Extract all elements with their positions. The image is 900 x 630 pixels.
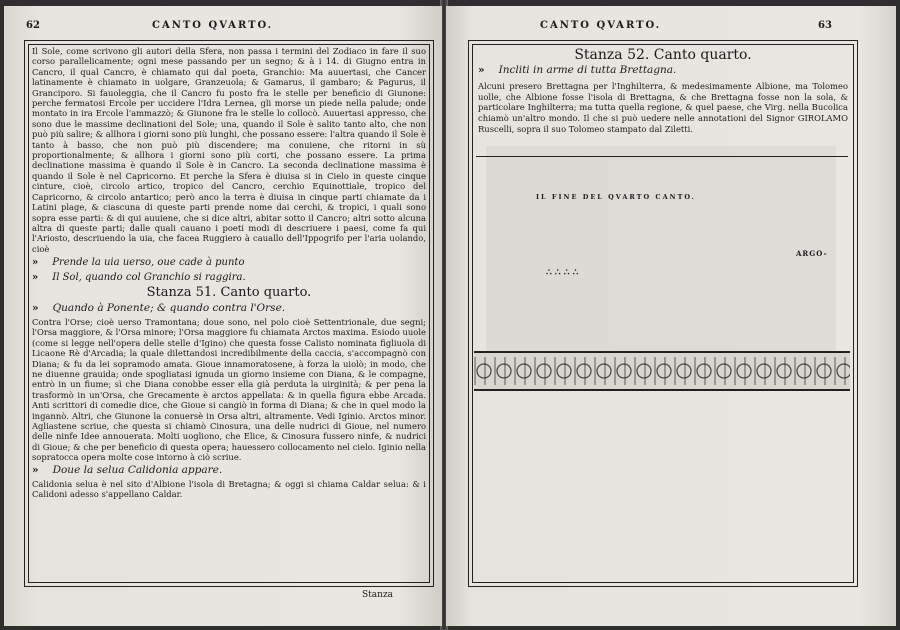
verse-line: Prende la uia uerso, oue cade à punto (52, 257, 245, 269)
quote-mark: » (32, 257, 39, 269)
running-head-left: CANTO QVARTO. (152, 20, 274, 31)
verse-line: Doue la selua Calidonia appare. (52, 463, 223, 476)
running-head-right: CANTO QVARTO. (540, 20, 662, 31)
end-of-canto: IL FINE DEL QVARTO CANTO. (536, 193, 696, 201)
right-page (446, 6, 896, 626)
commentary-paragraph: Il Sole, come scrivono gli autori della Sfera, non passa i termini del Zodiaco in fare il suo corso parallelicamente; ogni mese passando per un segno; & à i 14. di Giugno entra in Cancro, il qual Cancro, è chiamato qui dal poeta, Granchio: Ma auuertasi, che Cancer latinamente è chiamato in uolgare, Granzeuola; & Gamarus, il gambaro; & Pagurus, il Granciporo. Si fauoleggia, che il Cancro fu posto fra le stelle per beneficio di Giunone: perche fermatosi Ercole per uccidere l'Idra Lernea, gli morse un piede nella palude; onde montato in ira Ercole l'ammazzò; & Giunone fra le stelle lo collocò. Auuertasi appresso, che sono due le massime declinationi del Sole; una, quando il Sole è salito tanto alto, che non può più salire; & allhora i giorni sono più lunghi, che possano essere: l'altra quando il Sole è tanto à basso, che non può più discendere; ma conuiene, che ritorni in sù proportionalmente; & allhora i giorni sono più corti, che possano essere. La prima declinatione massima è quando il Sole è in Cancro. La seconda declinatione massima è quando il Sole è nel Capricorno. Et perche la Sfera è diuisa si in Cielo in queste cinque cinture, cioè, circolo artico, tropico del Cancro, cerchio Equinottiale, tropico del Capricorno, & circolo antartico; però anco la terra è diuisa in cinque parti chiamate da i Latini plage, & ciascuna di queste parti prende nome dai cerchi, & tropici, i quali sono sopra esse parti: & di qui auuiene, che si dice altri, abitar sotto il Cancro; altri sotto alcuna altra di queste parti; dalle quali cauano i poeti modi di descriuere i paesi, come fa qui l'Ariosto, descriuendo la uia, che facea Ruggiero à cauallo dell'Ippogrifo per l'aria uolando, cioè (32, 46, 426, 254)
page-number-right: 63 (818, 20, 832, 31)
rule-line (476, 156, 848, 157)
right-text-column (478, 46, 848, 134)
argomento-catch: ARGO- (796, 249, 828, 258)
catchword: Stanza (362, 590, 394, 600)
quote-mark: » (32, 301, 39, 314)
quote-mark: » (478, 63, 485, 76)
subline-text: Incliti in arme di tutta Brettagna. (498, 63, 677, 76)
verse-quote (32, 257, 426, 269)
show-through-shadow (486, 146, 836, 376)
commentary-paragraph: Contra l'Orse; cioè uerso Tramontana; doue sono, nel polo cioè Settentrionale, due segni; l'Orsa maggiore, & l'Orsa minore; l'Orsa maggiore fu chiamata Arctos maxima. Esiodo uuole (come si legge nell'opera delle stelle d'Igino) che questa fosse Calisto nominata figliuola di Licaone Rè d'Arcadia; la quale dilettandosi incredibilmente della caccia, s'accompagnò con Diana; & fu da lei sopramodo amata. Gioue innamoratosene, à forza la uiolò; in modo, che ne diuenne grauida; onde spogliatasi ignuda un giorno insieme con Diana, & le compagne, entrò in un fiume; sì che Diana conobbe esser ella già perduta la uirginità; & per pena la trasformò in un'Orsa, che Grecamente è arctos appellata: & in quella figura ebbe Arcada. Anti scrittori di comedie dice, che Gioue si cangiò in forma di Diana; & che in quel modo la ingannò. Altri, che Giunone la conuersè in Orsa altri, altramente. Vedi Iginio. Arctos minor. Agliastene scriue, che questa si chiamò Cinosura, una delle nudrici di Gioue, nel numero delle ninfe Idee annouerata. Molti uogliono, che Elice, & Cinosura fussero ninfe, & nudrici di Gioue; & che per beneficio di questa opera; hauessero collocamento nel cielo. Iginio nella sopratocca opera molte cose intorno à ciò scriue. (32, 316, 426, 463)
decorative-border-band (474, 351, 850, 391)
quote-mark: » (32, 463, 39, 476)
quote-mark: » (32, 272, 39, 284)
stanza-subline (478, 65, 848, 76)
commentary-paragraph: Alcuni presero Brettagna per l'Inghilterra, & medesimamente Albione, ma Tolomeo uolle, che Albione fosse l'isola di Brettagna, & che Brettagna fosse non la sola, & particolare Inghilterra; ma tutta quella regione, & quel paese, che Virg. nella Bucolica chiamò un'altro mondo. Il che si può uedere nelle annotationi del Signor GIROLAMO Ruscelli, sopra il suo Tolomeo stampato dal Ziletti. (478, 81, 848, 134)
stanza-subline (32, 303, 426, 313)
page-number-left: 62 (26, 20, 40, 31)
left-text-column (32, 46, 426, 500)
verse-quote (32, 272, 426, 284)
verse-quote (32, 465, 426, 475)
commentary-paragraph: Calidonia selua è nel sito d'Albione l'isola di Bretagna; & oggi si chiama Caldar selua: & i Calidoni adesso s'appellano Caldar. (32, 479, 426, 500)
subline-text: Quando à Ponente; & quando contra l'Orse. (52, 301, 286, 314)
ornament-dots: ∴ ∴ ∴ ∴ (546, 268, 579, 278)
stanza-title: Stanza 52. Canto quarto. (574, 47, 752, 63)
verse-line: Il Sol, quando col Granchio si raggira. (52, 272, 246, 284)
left-page (4, 6, 442, 626)
stanza-title: Stanza 51. Canto quarto. (146, 285, 312, 301)
